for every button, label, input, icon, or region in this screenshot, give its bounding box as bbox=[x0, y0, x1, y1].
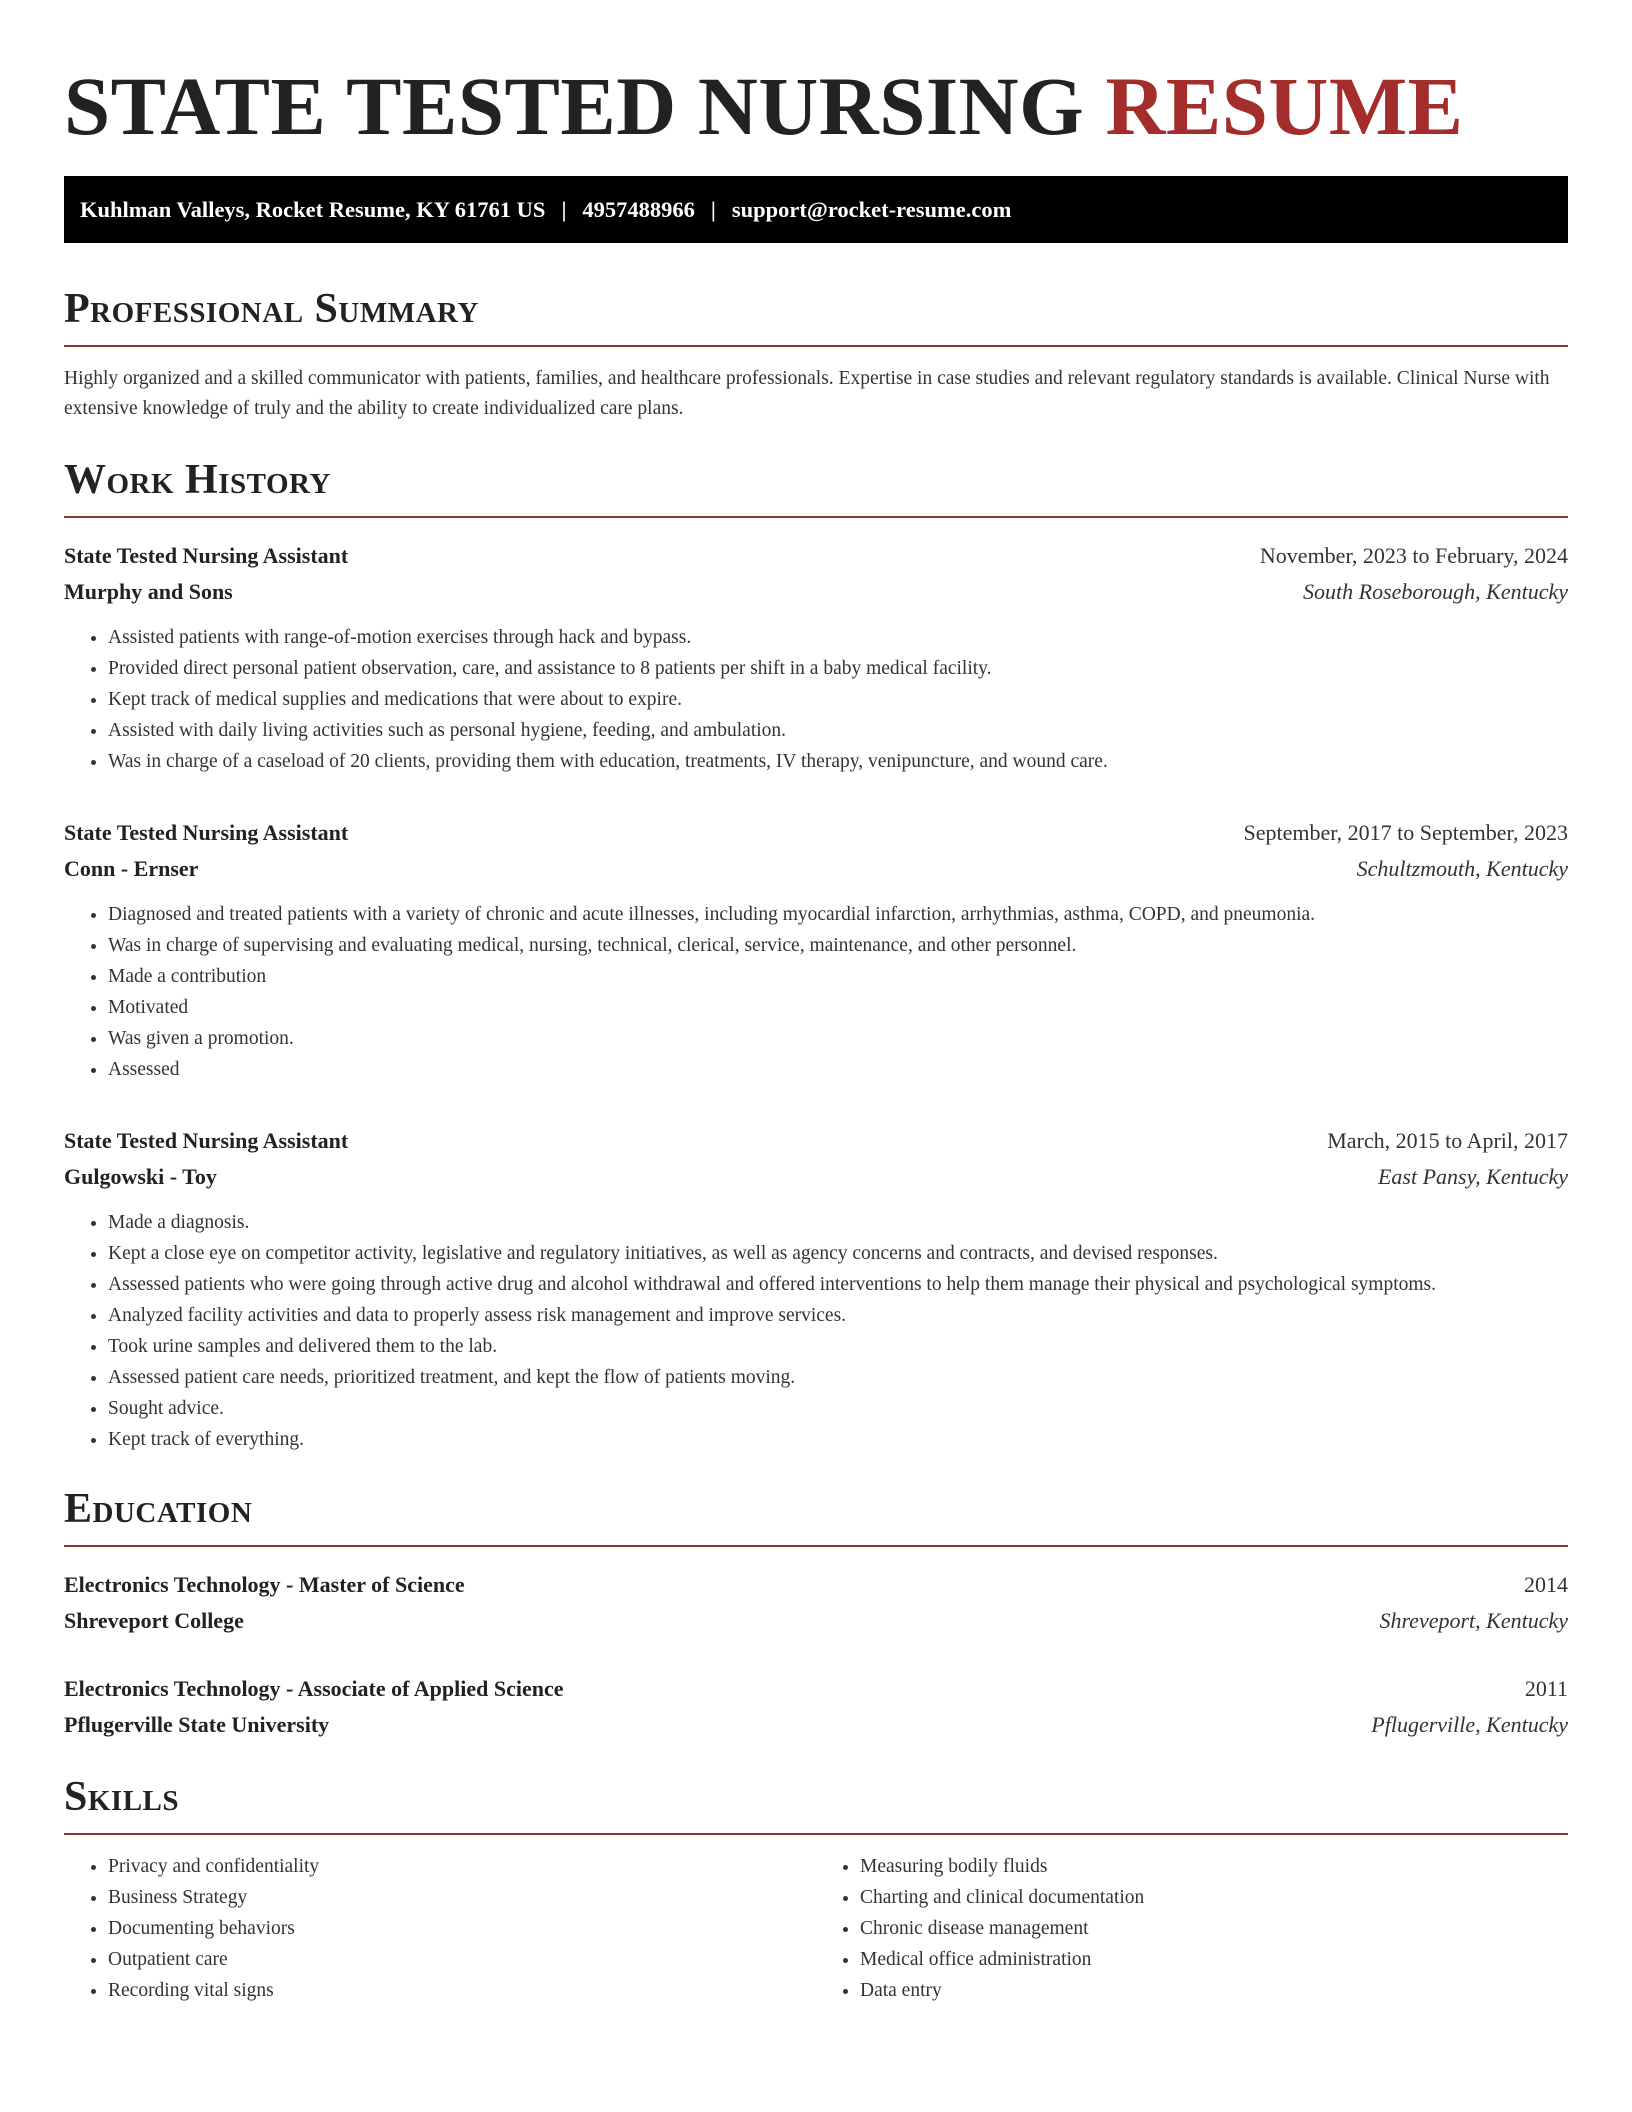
job-dates: September, 2017 to September, 2023 bbox=[1243, 820, 1568, 845]
skills-grid bbox=[64, 1851, 1568, 2006]
job-company: Conn - Ernser bbox=[64, 856, 199, 881]
job-bullet: • Took urine samples and delivered them to the lab. bbox=[108, 1331, 1568, 1362]
job-company-row bbox=[64, 851, 1568, 887]
job-bullet: • Was in charge of a caseload of 20 clients, providing them with education, treatments, IV therapy, venipuncture, and wound care. bbox=[108, 746, 1568, 777]
education-school-row bbox=[64, 1603, 1568, 1639]
resume-title bbox=[64, 56, 1568, 156]
job-bullet: • Kept track of everything. bbox=[108, 1424, 1568, 1455]
contact-email: support@rocket-resume.com bbox=[731, 196, 1012, 222]
job-location: South Roseborough, Kentucky bbox=[1303, 579, 1568, 604]
job-list bbox=[64, 538, 1568, 1455]
education-heading: Education bbox=[64, 1483, 1568, 1547]
job-title: State Tested Nursing Assistant bbox=[64, 820, 349, 845]
job-dates: March, 2015 to April, 2017 bbox=[1327, 1128, 1568, 1153]
skill-item: • Charting and clinical documentation bbox=[860, 1882, 1568, 1913]
title-main: STATE TESTED NURSING bbox=[64, 60, 1085, 152]
job-bullet-list bbox=[64, 622, 1568, 777]
job-bullet: • Sought advice. bbox=[108, 1393, 1568, 1424]
skills-list-right bbox=[816, 1851, 1568, 2006]
education-degree: Electronics Technology - Master of Science bbox=[64, 1572, 465, 1597]
job-bullet-list bbox=[64, 899, 1568, 1085]
job-entry bbox=[64, 815, 1568, 1085]
job-header-row bbox=[64, 538, 1568, 574]
job-location: Schultzmouth, Kentucky bbox=[1356, 856, 1568, 881]
title-accent: RESUME bbox=[1105, 60, 1464, 152]
job-title: State Tested Nursing Assistant bbox=[64, 543, 349, 568]
job-bullet: • Analyzed facility activities and data to properly assess risk management and improve services. bbox=[108, 1300, 1568, 1331]
education-school-row bbox=[64, 1707, 1568, 1743]
skill-item: • Outpatient care bbox=[108, 1944, 816, 1975]
job-dates: November, 2023 to February, 2024 bbox=[1259, 543, 1568, 568]
education-year: 2014 bbox=[1524, 1572, 1568, 1597]
job-bullet: • Assisted patients with range-of-motion exercises through hack and bypass. bbox=[108, 622, 1568, 653]
skill-item: • Medical office administration bbox=[860, 1944, 1568, 1975]
job-bullet: • Made a diagnosis. bbox=[108, 1207, 1568, 1238]
skill-item: • Data entry bbox=[860, 1975, 1568, 2006]
job-entry bbox=[64, 538, 1568, 777]
job-company-row bbox=[64, 1159, 1568, 1195]
skill-item: • Privacy and confidentiality bbox=[108, 1851, 816, 1882]
job-bullet: • Diagnosed and treated patients with a variety of chronic and acute illnesses, including myocardial infarction, arrhythmias, asthma, COPD, and pneumonia. bbox=[108, 899, 1568, 930]
job-bullet: • Assessed patients who were going through active drug and alcohol withdrawal and offered interventions to help them manage their physical and psychological symptoms. bbox=[108, 1269, 1568, 1300]
education-degree: Electronics Technology - Associate of Applied Science bbox=[64, 1676, 564, 1701]
job-bullet-list bbox=[64, 1207, 1568, 1455]
job-bullet: • Made a contribution bbox=[108, 961, 1568, 992]
job-title: State Tested Nursing Assistant bbox=[64, 1128, 349, 1153]
summary-section bbox=[64, 283, 1568, 424]
education-school: Pflugerville State University bbox=[64, 1712, 330, 1737]
job-bullet: • Motivated bbox=[108, 992, 1568, 1023]
job-entry bbox=[64, 1123, 1568, 1455]
education-entry bbox=[64, 1671, 1568, 1743]
education-school: Shreveport College bbox=[64, 1608, 244, 1633]
skills-heading: Skills bbox=[64, 1771, 1568, 1835]
job-bullet: • Assessed patient care needs, prioritized treatment, and kept the flow of patients moving. bbox=[108, 1362, 1568, 1393]
contact-separator: | bbox=[561, 196, 567, 222]
skill-item: • Business Strategy bbox=[108, 1882, 816, 1913]
job-company: Gulgowski - Toy bbox=[64, 1164, 217, 1189]
job-bullet: • Was in charge of supervising and evaluating medical, nursing, technical, clerical, service, maintenance, and other personnel. bbox=[108, 930, 1568, 961]
education-list bbox=[64, 1567, 1568, 1743]
contact-address: Kuhlman Valleys, Rocket Resume, KY 61761 US bbox=[80, 196, 546, 222]
job-bullet: • Kept a close eye on competitor activity, legislative and regulatory initiatives, as well as agency concerns and contracts, and devised responses. bbox=[108, 1238, 1568, 1269]
job-bullet: • Was given a promotion. bbox=[108, 1023, 1568, 1054]
job-header-row bbox=[64, 815, 1568, 851]
education-location: Pflugerville, Kentucky bbox=[1371, 1712, 1568, 1737]
skill-item: • Chronic disease management bbox=[860, 1913, 1568, 1944]
job-bullet: • Assessed bbox=[108, 1054, 1568, 1085]
education-header-row bbox=[64, 1671, 1568, 1707]
job-bullet: • Provided direct personal patient observation, care, and assistance to 8 patients per shift in a baby medical facility. bbox=[108, 653, 1568, 684]
job-bullet: • Kept track of medical supplies and medications that were about to expire. bbox=[108, 684, 1568, 715]
skill-item: • Measuring bodily fluids bbox=[860, 1851, 1568, 1882]
summary-heading: Professional Summary bbox=[64, 283, 1568, 347]
job-company-row bbox=[64, 574, 1568, 610]
summary-text: Highly organized and a skilled communicator with patients, families, and healthcare professionals. Expertise in case studies and relevant regulatory standards is available. Clinical Nurse with extensive knowledge of truly and the ability to create individualized care plans. bbox=[64, 368, 1550, 419]
education-entry bbox=[64, 1567, 1568, 1639]
job-header-row bbox=[64, 1123, 1568, 1159]
education-location: Shreveport, Kentucky bbox=[1379, 1608, 1568, 1633]
skills-section bbox=[64, 1771, 1568, 2006]
contact-bar bbox=[64, 176, 1568, 243]
education-year: 2011 bbox=[1524, 1676, 1568, 1701]
work-history-section bbox=[64, 454, 1568, 1455]
education-header-row bbox=[64, 1567, 1568, 1603]
education-section bbox=[64, 1483, 1568, 1743]
job-bullet: • Assisted with daily living activities such as personal hygiene, feeding, and ambulation. bbox=[108, 715, 1568, 746]
contact-separator: | bbox=[710, 196, 716, 222]
contact-phone: 4957488966 bbox=[582, 196, 695, 222]
work-history-heading: Work History bbox=[64, 454, 1568, 518]
job-location: East Pansy, Kentucky bbox=[1377, 1164, 1568, 1189]
skill-item: • Recording vital signs bbox=[108, 1975, 816, 2006]
job-company: Murphy and Sons bbox=[64, 579, 233, 604]
skills-list-left bbox=[64, 1851, 816, 2006]
skill-item: • Documenting behaviors bbox=[108, 1913, 816, 1944]
